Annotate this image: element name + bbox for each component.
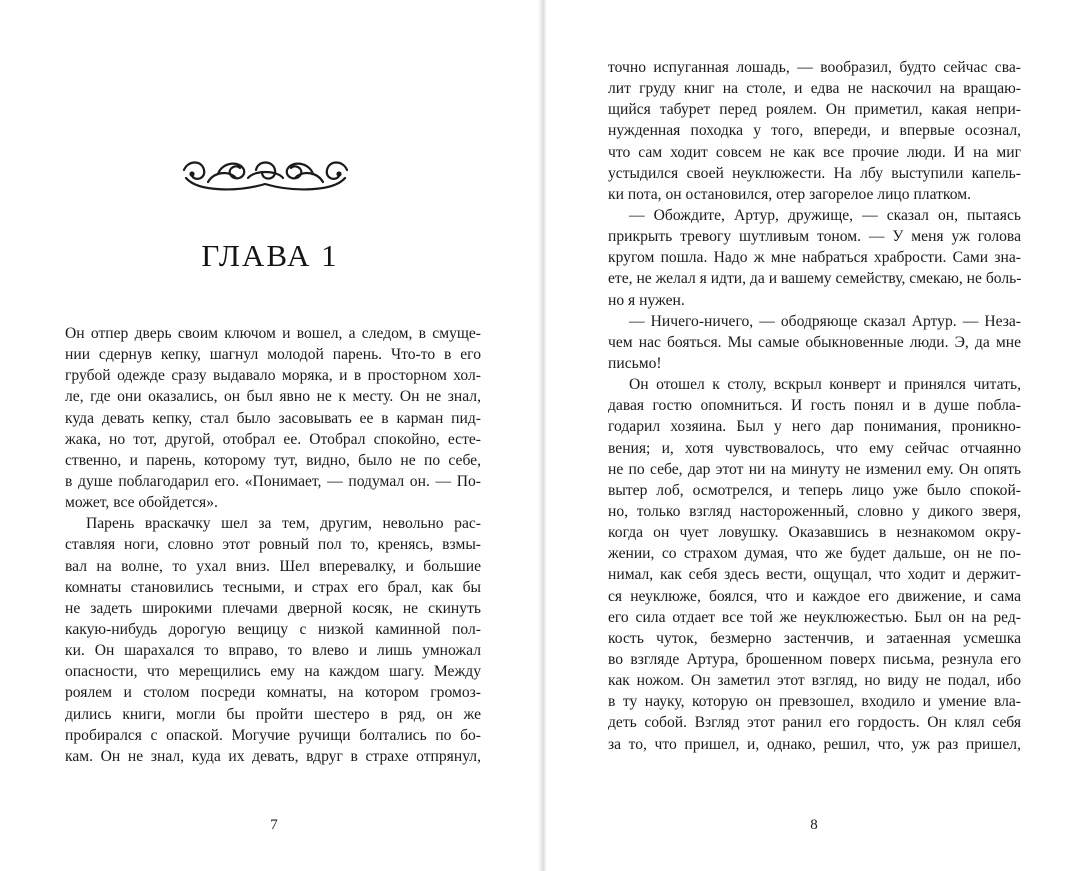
text-line: Он отпер дверь своим ключом и вошел, а следом, в смуще-: [65, 325, 481, 342]
text-line: вал на волне, то ухал вниз. Шел вперевалку, и большие: [65, 557, 481, 575]
text-line: щийся табурет перед роялем. Он приметил, какая непри-: [608, 101, 1021, 119]
text-line: роялем и столом посреди комнаты, на котором громоз-: [65, 684, 481, 702]
text-line: пробирался с опаской. Могучие ручищи болтались по бо-: [65, 726, 481, 744]
text-line: вытер лоб, осмотрелся, и теперь лицо уже было спокой-: [608, 481, 1021, 499]
text-line: не задеть широкими плечами дверной косяк, не скинуть: [65, 599, 481, 617]
text-line: как ножом. Он заметил этот взгляд, но виду не подал, ибо: [608, 672, 1021, 690]
text-line: Он отошел к столу, вскрыл конверт и принялся читать,: [629, 376, 1021, 394]
text-line: Парень враскачку шел за тем, другим, невольно рас-: [86, 515, 481, 533]
text-line: жака, но тот, другой, отобрал ее. Отобрал спокойно, есте-: [65, 430, 481, 448]
text-line: за то, что пришел, и, однако, решил, что, уж раз пришел,: [608, 735, 1021, 753]
text-line: может, все обойдется».: [65, 494, 218, 512]
text-line: лит груду книг на столе, и едва не наскочил на вращаю-: [608, 80, 1021, 98]
text-line: годарил хозяина. Был у него дар понимания, проникно-: [608, 418, 1021, 436]
text-line: нимал, как себя здесь вести, ощущал, что ходит и держит-: [608, 566, 1021, 584]
text-line: жении, со страхом думая, что же будет дальше, он не по-: [608, 545, 1021, 563]
text-line: ставляя ноги, словно этот ровный пол то, кренясь, взмы-: [65, 536, 481, 554]
text-line: ки пота, он остановился, отер загорелое лицо платком.: [608, 185, 971, 203]
text-line: но я нужен.: [608, 291, 685, 309]
text-line: нужденная походка у того, впереди, и впервые осознал,: [608, 122, 1021, 140]
left-page: [0, 0, 540, 871]
text-line: вения; и, хотя чувствовалось, что ему сейчас отчаянно: [608, 439, 1021, 457]
text-line: нии сдернув кепку, шагнул молодой парень. Что-то в его: [65, 346, 481, 364]
text-line: опасности, что мерещились ему на каждом шагу. Между: [65, 663, 481, 681]
text-line: ки. Он шарахался то вправо, то влево и лишь умножал: [65, 642, 481, 660]
text-line: прикрыть тревогу шутливым тоном. — У меня уж голова: [608, 228, 1021, 246]
text-line: чем нас бояться. Мы самые обыкновенные люди. Э, да мне: [608, 333, 1021, 351]
chapter-title: ГЛАВА 1: [201, 238, 339, 273]
text-line: — Обождите, Артур, дружище, — сказал он, пытаясь: [629, 206, 1021, 224]
right-page-text: [608, 57, 1021, 755]
text-line: какую-нибудь дорогую вещицу с низкой каминной пол-: [65, 620, 481, 638]
text-line: что сам ходит совсем не как все прочие люди. И на миг: [608, 143, 1021, 161]
text-line: деть собой. Взгляд этот ранил его гордость. Он клял себя: [608, 714, 1021, 732]
flourish-ornament-icon: [178, 148, 353, 200]
text-line: кость чуток, безмерно застенчив, и затаенная усмешка: [608, 629, 1021, 647]
text-line: ле, где они оказались, он был явно не к месту. Он не знал,: [65, 388, 481, 406]
left-page-text: [65, 323, 481, 767]
text-line: его сила отдает все той же неуклюжестью. Был он на ред-: [608, 608, 1021, 626]
page-number-right: 8: [810, 817, 818, 833]
text-line: в душе поблагодарил его. «Понимает, — подумал он. — По-: [65, 472, 481, 490]
text-line: но, только взгляд настороженный, словно у дикого зверя,: [608, 502, 1021, 520]
page-number-left: 7: [270, 817, 278, 833]
text-line: комнаты становились тесными, и страх его брал, как бы: [65, 578, 481, 596]
text-line: ся неуклюже, боялся, что и каждое его движение, и сама: [608, 587, 1021, 605]
text-line: грубой одежде сразу выдавало моряка, и в просторном хол-: [65, 367, 481, 385]
text-line: письмо!: [608, 354, 662, 372]
text-line: в ту науку, которую он превзошел, входило и умение вла-: [608, 693, 1021, 711]
text-line: давая гостю опомниться. И гость понял и в душе побла-: [608, 397, 1021, 415]
text-line: точно испуганная лошадь, — вообразил, будто сейчас сва-: [608, 59, 1021, 76]
text-line: во взгляде Артура, брошенном поверх письма, резнула его: [608, 650, 1021, 668]
text-line: — Ничего-ничего, — ободряюще сказал Артур. — Неза-: [629, 312, 1021, 330]
text-line: кругом пошла. Надо ж мне набраться храбрости. Сами зна-: [608, 249, 1021, 267]
text-line: куда девать кепку, стал было засовывать ее в карман пид-: [65, 409, 481, 427]
text-line: ственно, и парень, которому тут, видно, было не по себе,: [65, 451, 481, 469]
text-line: дились книги, могли бы пройти шестеро в ряд, он же: [65, 705, 481, 723]
text-line: ете, не желал я идти, да и вашему семейству, смекаю, не боль-: [608, 270, 1022, 288]
text-line: устыдился своей неуклюжести. На лбу выступили капель-: [608, 164, 1021, 182]
text-line: кам. Он не знал, куда их девать, вдруг в страхе отпрянул,: [65, 747, 481, 765]
text-line: когда он чует ловушку. Оказавшись в незнакомом окру-: [608, 524, 1021, 542]
text-line: не по себе, дар этот ни на минуту не изменил ему. Он опять: [608, 460, 1021, 478]
